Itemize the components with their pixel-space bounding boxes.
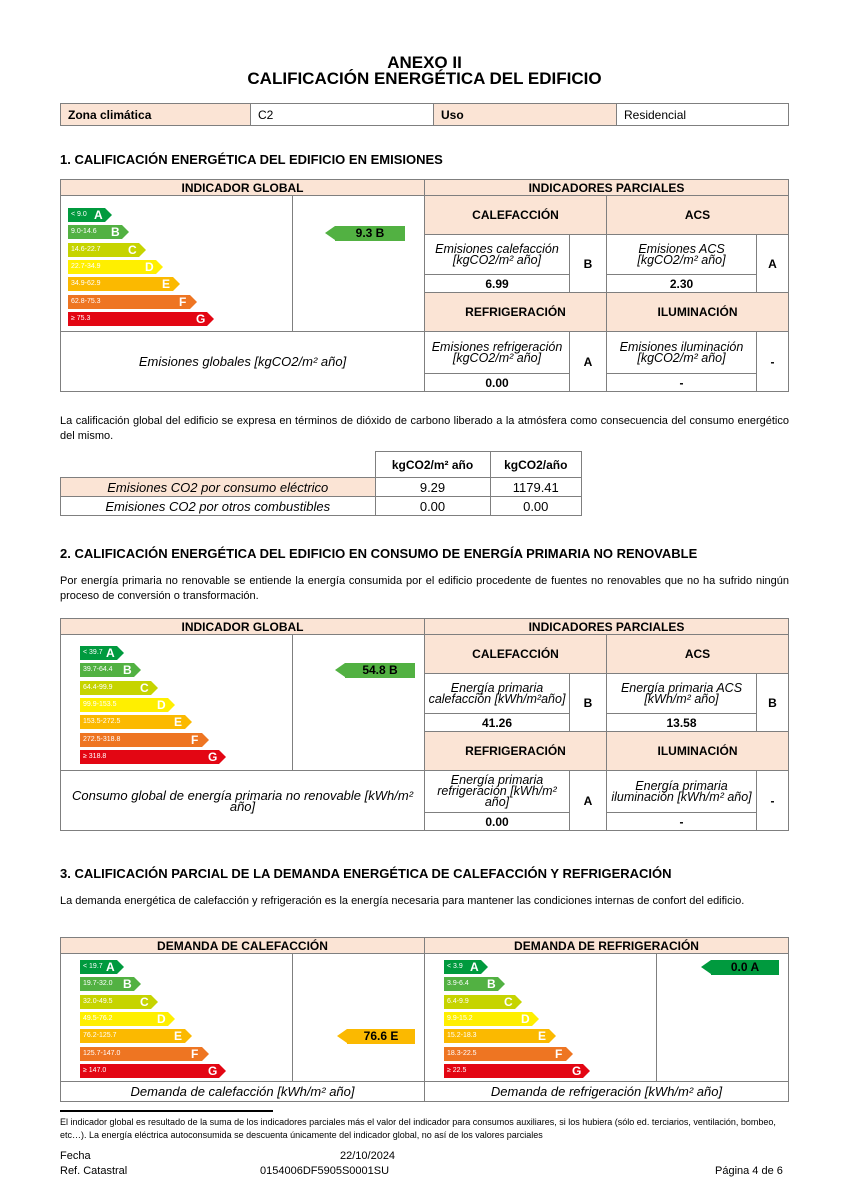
energy-class-bar-c	[80, 681, 158, 695]
co2-row-v2: 0.00	[490, 497, 582, 516]
energy-class-bar-g	[80, 750, 226, 764]
calefaccion-title: CALEFACCIÓN	[425, 635, 607, 674]
energy-class-bar-e	[80, 1029, 192, 1043]
energy-class-bar-e	[68, 277, 180, 291]
energy-class-bar-tip	[105, 208, 112, 222]
co2-table	[60, 451, 582, 516]
energy-class-bar-tip	[583, 1064, 590, 1078]
emissions-global-caption: Emisiones globales [kgCO2/m² año]	[61, 332, 425, 392]
heating-demand-caption: Demanda de calefacción [kWh/m² año]	[61, 1082, 425, 1102]
co2-col2-header: kgCO2/año	[490, 452, 582, 478]
energy-class-letter: B	[111, 225, 120, 240]
energy-class-range: ≥ 147.0	[83, 1066, 107, 1074]
section3-intro: La demanda energética de calefacción y refrigeración es la energía necesaria para mantener las condiciones internas de confort del edificio.	[60, 895, 745, 907]
rating-value: 76.6 E	[347, 1029, 415, 1044]
energy-class-bar-tip	[122, 225, 129, 239]
acs-letter: B	[757, 674, 789, 732]
energy-class-range: 9.9-15.2	[447, 1014, 473, 1022]
calefaccion-value: 41.26	[425, 714, 570, 732]
energy-class-range: 9.0-14.6	[71, 228, 97, 236]
energy-class-bar-f	[68, 295, 197, 309]
zona-label: Zona climática	[61, 104, 251, 126]
energy-class-letter: E	[174, 715, 183, 730]
calefaccion-title: CALEFACCIÓN	[425, 196, 607, 235]
co2-row-label: Emisiones CO2 por consumo eléctrico	[61, 478, 376, 497]
energy-class-bar-d	[80, 698, 175, 712]
energy-class-range: 15.2-18.3	[447, 1032, 477, 1040]
energy-rating-arrow	[335, 663, 415, 678]
energy-class-range: < 9.0	[71, 211, 87, 218]
energy-class-letter: A	[106, 960, 115, 974]
iluminacion-value: -	[607, 374, 757, 392]
acs-title: ACS	[607, 196, 789, 235]
rating-value: 54.8 B	[345, 663, 415, 678]
energy-class-range: 39.7-64.4	[83, 666, 113, 674]
refrigeracion-title: REFRIGERACIÓN	[425, 293, 607, 332]
iluminacion-letter: -	[757, 771, 789, 831]
energy-class-letter: C	[140, 994, 149, 1009]
energy-class-bar-c	[80, 995, 158, 1009]
energy-class-letter: F	[191, 732, 199, 747]
energy-class-bar-tip	[190, 295, 197, 309]
energy-class-letter: D	[157, 697, 166, 712]
energy-rating-cell	[293, 635, 425, 771]
energy-class-letter: G	[208, 1063, 218, 1078]
calefaccion-letter: B	[570, 674, 607, 732]
energy-class-letter: D	[521, 1011, 530, 1026]
footer-ref-value: 0154006DF5905S0001SU	[260, 1165, 390, 1177]
uso-label: Uso	[434, 104, 617, 126]
rating-arrow-tip	[701, 960, 711, 974]
energy-class-range: 14.6-22.7	[71, 245, 101, 253]
page-title: CALIFICACIÓN ENERGÉTICA DEL EDIFICIO	[247, 69, 602, 88]
calefaccion-letter: B	[570, 235, 607, 293]
energy-class-bar-b	[68, 225, 129, 239]
energy-class-bar-tip	[566, 1047, 573, 1061]
calefaccion-label: Energía primaria calefacción [kWh/m²año]	[425, 674, 570, 714]
co2-row-v2: 1179.41	[490, 478, 582, 497]
energy-class-range: 125.7-147.0	[83, 1049, 121, 1057]
energy-class-letter: B	[123, 977, 132, 992]
energy-class-bar-b	[80, 977, 141, 991]
heating-rating-arrow	[337, 1029, 415, 1044]
energy-class-bar-d	[444, 1012, 539, 1026]
energy-class-bar-tip	[185, 715, 192, 729]
zona-value: C2	[251, 104, 434, 126]
energy-class-letter: D	[157, 1011, 166, 1026]
uso-value: Residencial	[617, 104, 789, 126]
emissions-rating-cell	[293, 196, 425, 332]
energy-class-letter: A	[94, 208, 103, 222]
refrigeracion-letter: A	[570, 771, 607, 831]
energy-class-bar-b	[444, 977, 505, 991]
co2-row-label: Emisiones CO2 por otros combustibles	[61, 497, 376, 516]
energy-class-letter: E	[538, 1029, 547, 1044]
energy-class-bar-tip	[117, 960, 124, 974]
rating-value: 9.3 B	[335, 226, 405, 241]
section2-intro: Por energía primaria no renovable se entiende la energía consumida por el edificio procedente de fuentes no renovables que no ha sufrido ningún proceso de conversión o transformación.	[60, 575, 789, 602]
energy-class-letter: C	[140, 680, 149, 695]
refrigeracion-label: Energía primaria refrigeración [kWh/m² año]	[425, 771, 570, 813]
energy-class-range: < 3.9	[447, 963, 463, 970]
co2-row-v1: 9.29	[375, 478, 490, 497]
energy-class-letter: G	[196, 311, 206, 326]
calefaccion-label: Emisiones calefacción [kgCO2/m² año]	[425, 235, 570, 275]
cooling-demand-caption: Demanda de refrigeración [kWh/m² año]	[425, 1082, 789, 1102]
energy-class-range: 153.5-272.5	[83, 718, 121, 726]
rating-arrow-tip	[325, 226, 335, 240]
info-table	[60, 103, 789, 126]
refrigeracion-label: Emisiones refrigeración [kgCO2/m² año]	[425, 332, 570, 374]
energy-class-range: 22.7-34.9	[71, 262, 101, 270]
acs-letter: A	[757, 235, 789, 293]
global-indicator-header: INDICADOR GLOBAL	[61, 619, 425, 635]
energy-class-bar-a	[80, 960, 124, 974]
energy-class-letter: D	[145, 259, 154, 274]
heating-demand-header: DEMANDA DE CALEFACCIÓN	[61, 938, 425, 954]
energy-class-bar-c	[444, 995, 522, 1009]
energy-class-letter: G	[208, 749, 218, 764]
energy-class-bar-tip	[532, 1012, 539, 1026]
footer-page-number: Página 4 de 6	[715, 1165, 783, 1177]
footnote: El indicador global es resultado de la suma de los indicadores parciales más el valor del indicador para consumos auxiliares, si los hubiera (sólo ed. terciarios, ventilación, bombeo, etc…). La energía eléctrica autoconsumida se descuenta únicamente del indicador global, no así de los valores parciales	[60, 1117, 776, 1140]
energy-class-range: 64.4-99.9	[83, 683, 113, 691]
annex-title: ANEXO II	[387, 53, 462, 72]
energy-class-bar-tip	[481, 960, 488, 974]
footer-date-value: 22/10/2024	[340, 1150, 396, 1162]
energy-class-range: 76.2-125.7	[83, 1032, 117, 1040]
energy-class-bar-tip	[173, 277, 180, 291]
heating-rating-cell	[293, 954, 425, 1082]
refrigeracion-letter: A	[570, 332, 607, 392]
energy-class-letter: E	[162, 277, 171, 292]
energy-class-bar-g	[80, 1064, 226, 1078]
partial-indicators-header: INDICADORES PARCIALES	[425, 619, 789, 635]
co2-row-v1: 0.00	[375, 497, 490, 516]
energy-class-bar-tip	[168, 1012, 175, 1026]
energy-class-range: 3.9-6.4	[447, 980, 469, 988]
energy-class-range: ≥ 318.8	[83, 752, 107, 760]
energy-class-range: 6.4-9.9	[447, 997, 469, 1005]
energy-class-range: 32.0-49.5	[83, 997, 113, 1005]
rating-arrow-tip	[335, 663, 345, 677]
energy-class-bar-f	[444, 1047, 573, 1061]
energy-class-range: 34.9-62.9	[71, 280, 101, 288]
energy-class-letter: C	[128, 242, 137, 257]
energy-class-letter: B	[487, 977, 496, 992]
acs-title: ACS	[607, 635, 789, 674]
energy-class-bar-tip	[498, 977, 505, 991]
energy-class-bar-tip	[219, 750, 226, 764]
energy-class-range: 19.7-32.0	[83, 980, 113, 988]
emissions-note: La calificación global del edificio se expresa en términos de dióxido de carbono liberado a la atmósfera como consecuencia del consumo energético del mismo.	[60, 415, 789, 442]
energy-class-bar-tip	[151, 995, 158, 1009]
energy-class-bar-a	[80, 646, 124, 660]
energy-class-bar-e	[444, 1029, 556, 1043]
cooling-demand-header: DEMANDA DE REFRIGERACIÓN	[425, 938, 789, 954]
energy-class-bar-f	[80, 1047, 209, 1061]
energy-class-bar-tip	[219, 1064, 226, 1078]
rating-arrow-tip	[337, 1029, 347, 1043]
energy-class-range: 62.8-75.3	[71, 297, 101, 305]
rating-value: 0.0 A	[711, 960, 779, 975]
refrigeracion-value: 0.00	[425, 813, 570, 831]
energy-class-range: < 19.7	[83, 963, 103, 970]
iluminacion-label: Energía primaria iluminación [kWh/m² año]	[607, 771, 757, 813]
energy-class-range: 18.3-22.5	[447, 1049, 477, 1057]
energy-class-bar-tip	[134, 977, 141, 991]
section1-heading: 1. CALIFICACIÓN ENERGÉTICA DEL EDIFICIO EN EMISIONES	[60, 152, 443, 167]
energy-class-bar-tip	[151, 681, 158, 695]
acs-label: Emisiones ACS [kgCO2/m² año]	[607, 235, 757, 275]
energy-class-bar-b	[80, 663, 141, 677]
refrigeracion-value: 0.00	[425, 374, 570, 392]
energy-class-letter: F	[179, 294, 187, 309]
energy-class-bar-tip	[156, 260, 163, 274]
energy-class-letter: C	[504, 994, 513, 1009]
energy-class-letter: F	[191, 1046, 199, 1061]
energy-class-bar-e	[80, 715, 192, 729]
energy-class-bar-f	[80, 733, 209, 747]
energy-class-range: 49.5-76.2	[83, 1014, 113, 1022]
energy-class-bar-tip	[549, 1029, 556, 1043]
energy-class-bar-g	[444, 1064, 590, 1078]
iluminacion-title: ILUMINACIÓN	[607, 732, 789, 771]
energy-class-bar-tip	[139, 243, 146, 257]
energy-class-range: 272.5-318.8	[83, 735, 121, 743]
refrigeracion-title: REFRIGERACIÓN	[425, 732, 607, 771]
calefaccion-value: 6.99	[425, 275, 570, 293]
energy-class-bar-a	[68, 208, 112, 222]
energy-class-bar-a	[444, 960, 488, 974]
energy-class-bar-tip	[202, 733, 209, 747]
energy-class-bar-g	[68, 312, 214, 326]
cooling-rating-arrow	[701, 960, 779, 975]
partial-indicators-header: INDICADORES PARCIALES	[425, 180, 789, 196]
energy-class-letter: G	[572, 1063, 582, 1078]
acs-value: 2.30	[607, 275, 757, 293]
iluminacion-letter: -	[757, 332, 789, 392]
footer-ref-label: Ref. Catastral	[60, 1165, 128, 1177]
energy-class-bar-c	[68, 243, 146, 257]
energy-class-bar-tip	[207, 312, 214, 326]
iluminacion-title: ILUMINACIÓN	[607, 293, 789, 332]
energy-class-letter: E	[174, 1029, 183, 1044]
energy-class-range: ≥ 75.3	[71, 314, 91, 322]
energy-class-letter: F	[555, 1046, 563, 1061]
energy-class-bar-tip	[515, 995, 522, 1009]
energy-class-bar-tip	[185, 1029, 192, 1043]
energy-class-bar-tip	[202, 1047, 209, 1061]
footer-date-label: Fecha	[60, 1150, 91, 1162]
footnote-rule	[60, 1110, 273, 1112]
iluminacion-label: Emisiones iluminación [kgCO2/m² año]	[607, 332, 757, 374]
energy-class-range: 99.9-153.5	[83, 700, 117, 708]
energy-class-bar-tip	[168, 698, 175, 712]
energy-class-range: < 39.7	[83, 649, 103, 656]
energy-class-letter: A	[106, 646, 115, 660]
energy-class-bar-tip	[134, 663, 141, 677]
section3-heading: 3. CALIFICACIÓN PARCIAL DE LA DEMANDA ENERGÉTICA DE CALEFACCIÓN Y REFRIGERACIÓN	[60, 866, 672, 881]
co2-col1-header: kgCO2/m² año	[375, 452, 490, 478]
energy-class-range: ≥ 22.5	[447, 1066, 467, 1074]
acs-label: Energía primaria ACS [kWh/m² año]	[607, 674, 757, 714]
section2-heading: 2. CALIFICACIÓN ENERGÉTICA DEL EDIFICIO EN CONSUMO DE ENERGÍA PRIMARIA NO RENOVABLE	[60, 546, 698, 561]
energy-global-caption: Consumo global de energía primaria no renovable [kWh/m² año]	[61, 771, 425, 831]
emissions-rating-arrow	[325, 226, 405, 241]
acs-value: 13.58	[607, 714, 757, 732]
iluminacion-value: -	[607, 813, 757, 831]
energy-class-letter: B	[123, 663, 132, 678]
energy-class-letter: A	[470, 960, 479, 974]
energy-class-bar-d	[80, 1012, 175, 1026]
energy-class-bar-tip	[117, 646, 124, 660]
energy-class-bar-d	[68, 260, 163, 274]
global-indicator-header: INDICADOR GLOBAL	[61, 180, 425, 196]
